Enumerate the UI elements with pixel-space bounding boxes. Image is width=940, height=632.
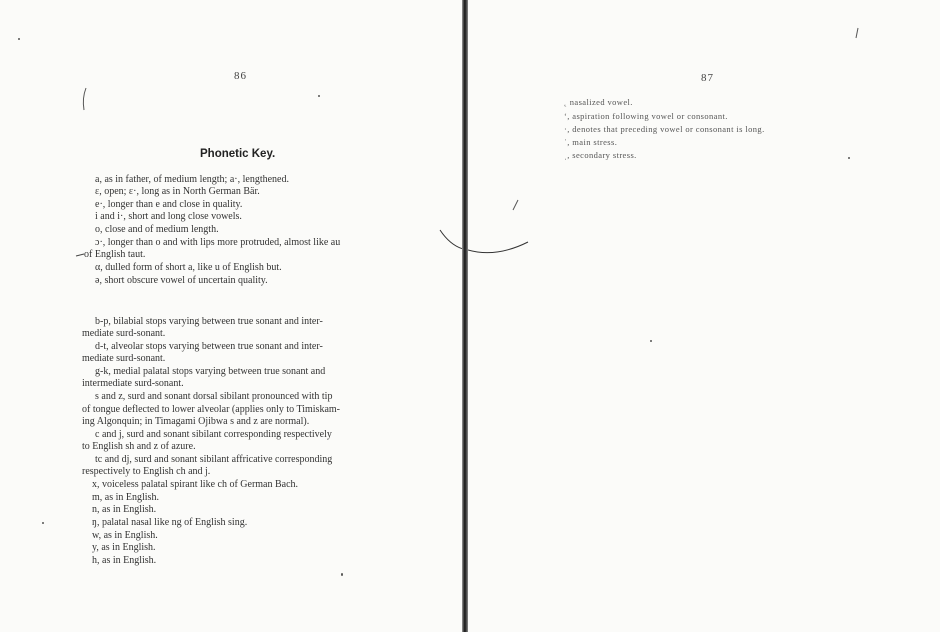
consonant-line: w, as in English. [92,530,158,541]
consonant-line: intermediate surd-sonant. [82,378,184,389]
consonant-line: to English sh and z of azure. [82,441,196,452]
diacritic-note: ʻ, aspiration following vowel or consonant. [564,111,728,121]
vowel-line: o, close and of medium length. [95,224,219,235]
scan-marks-left [0,0,462,632]
left-page [0,0,462,632]
consonant-line: g-k, medial palatal stops varying between true sonant and [95,366,326,377]
page-number-left: 86 [234,70,247,82]
speck [18,38,20,40]
speck [341,573,343,576]
consonant-line: b-p, bilabial stops varying between true sonant and inter- [95,316,323,327]
vowel-line: ə, short obscure vowel of uncertain quality. [95,275,268,286]
consonant-line: respectively to English ch and j. [82,466,211,477]
consonant-line: ŋ, palatal nasal like ng of English sing. [92,517,248,528]
consonant-line: s and z, surd and sonant dorsal sibilant pronounced with tip [95,391,333,402]
vowel-line: of English taut. [84,249,146,260]
consonant-line: c and j, surd and sonant sibilant corresponding respectively [95,429,332,440]
right-page [468,0,940,632]
scan-marks-right [468,0,940,632]
vowel-line: e·, longer than e and close in quality. [95,199,243,210]
page-number-right: 87 [701,72,714,84]
consonant-line: tc and dj, surd and sonant sibilant affricative corresponding [95,454,333,465]
speck [848,157,850,159]
speck [650,340,652,342]
speck [42,522,44,524]
consonant-line: ing Algonquin; in Timagami Ojibwa s and z are normal). [82,416,310,427]
consonant-line: d-t, alveolar stops varying between true sonant and inter- [95,341,323,352]
consonant-line: y, as in English. [92,542,156,553]
consonant-line: x, voiceless palatal spirant like ch of German Bach. [92,479,299,490]
vowel-line: i and i·, short and long close vowels. [95,211,242,222]
page-heading: Phonetic Key. [200,148,276,160]
vowel-line: a, as in father, of medium length; a·, lengthened. [95,174,289,185]
vowel-line: ɛ, open; ɛ·, long as in North German Bär. [95,186,260,197]
consonant-line: mediate surd-sonant. [82,353,166,364]
diacritic-note: ˈ, main stress. [564,137,618,147]
diacritic-note: ˛ nasalized vowel. [564,97,633,107]
diacritic-note: ·, denotes that preceding vowel or consonant is long. [564,124,765,134]
consonant-line: h, as in English. [92,555,157,566]
consonant-line: m, as in English. [92,492,159,503]
vowel-line: α, dulled form of short a, like u of English but. [95,262,282,273]
consonant-line: of tongue deflected to lower alveolar (applies only to Timiskam- [82,404,340,415]
diacritic-note: ˌ, secondary stress. [564,150,637,160]
consonant-line: n, as in English. [92,504,157,515]
consonant-line: mediate surd-sonant. [82,328,166,339]
speck [318,95,320,97]
vowel-line: ɔ·, longer than o and with lips more protruded, almost like au [95,237,341,248]
